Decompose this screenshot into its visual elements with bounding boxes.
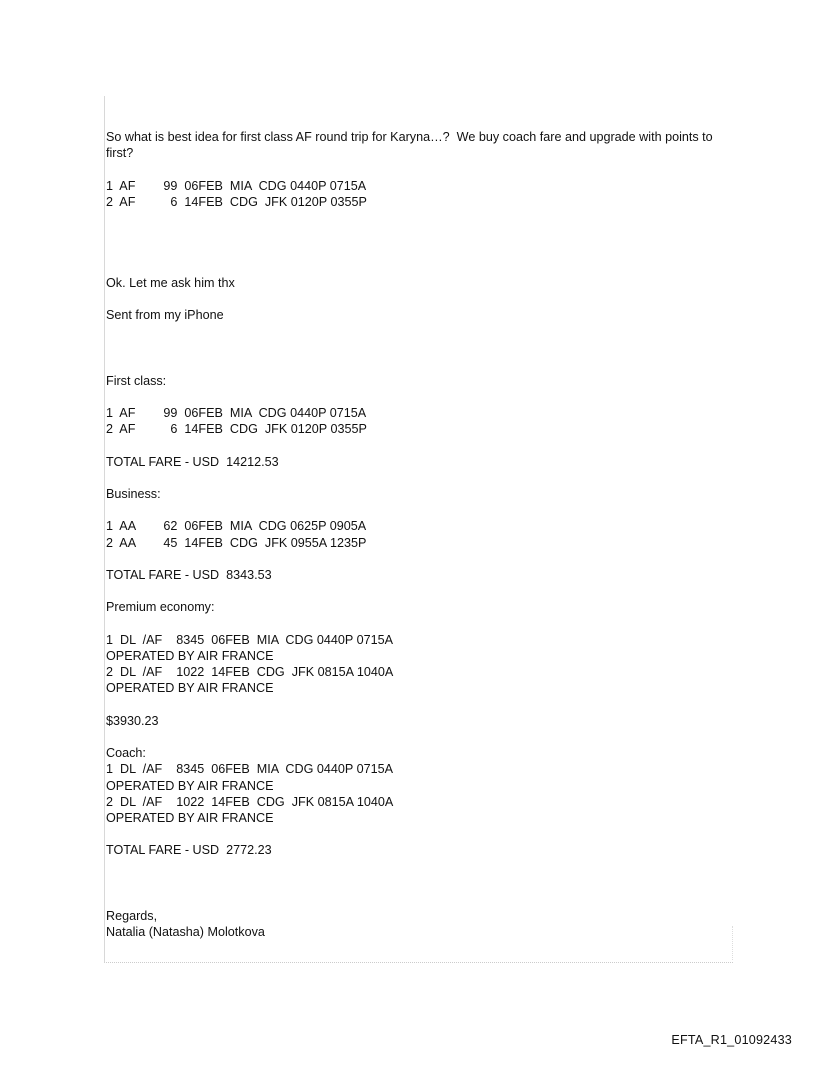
operator-line: OPERATED BY AIR FRANCE	[106, 681, 274, 696]
operator-line: OPERATED BY AIR FRANCE	[106, 648, 274, 663]
flight-line: 2 AF 6 14FEB CDG JFK 0120P 0355P	[106, 194, 367, 209]
flight-line: 1 AF 99 06FEB MIA CDG 0440P 0715A	[106, 405, 367, 420]
coach-itinerary	[106, 761, 736, 826]
sent-from-device: Sent from my iPhone	[106, 308, 224, 323]
premium-economy-heading: Premium economy:	[106, 600, 215, 615]
business-total: TOTAL FARE - USD 8343.53	[106, 567, 272, 582]
first-class-total: TOTAL FARE - USD 14212.53	[106, 454, 279, 469]
premium-economy-itinerary	[106, 632, 736, 697]
flight-line: 2 AF 6 14FEB CDG JFK 0120P 0355P	[106, 422, 367, 437]
operator-line: OPERATED BY AIR FRANCE	[106, 778, 274, 793]
coach-heading: Coach:	[106, 746, 146, 761]
flight-line: 2 DL /AF 1022 14FEB CDG JFK 0815A 1040A	[106, 794, 394, 809]
business-itinerary	[106, 518, 736, 550]
business-heading: Business:	[106, 486, 161, 501]
flight-line: 2 AA 45 14FEB CDG JFK 0955A 1235P	[106, 535, 367, 550]
email-body	[106, 129, 736, 940]
flight-line: 1 DL /AF 8345 06FEB MIA CDG 0440P 0715A	[106, 762, 394, 777]
first-class-itinerary	[106, 405, 736, 437]
question-text: So what is best idea for first class AF round trip for Karyna…? We buy coach fare and upgrade with points to first?	[106, 130, 717, 161]
question-itinerary	[106, 178, 736, 210]
flight-line: 1 DL /AF 8345 06FEB MIA CDG 0440P 0715A	[106, 632, 394, 647]
sender-name: Natalia (Natasha) Molotkova	[106, 924, 265, 939]
closing-text: Regards,	[106, 908, 158, 923]
operator-line: OPERATED BY AIR FRANCE	[106, 810, 274, 825]
first-class-heading: First class:	[106, 373, 167, 388]
document-id: EFTA_R1_01092433	[671, 1033, 792, 1047]
reply-text: Ok. Let me ask him thx	[106, 276, 235, 290]
flight-line: 1 AF 99 06FEB MIA CDG 0440P 0715A	[106, 178, 367, 193]
coach-total: TOTAL FARE - USD 2772.23	[106, 843, 272, 858]
premium-economy-total: $3930.23	[106, 713, 159, 728]
flight-line: 1 AA 62 06FEB MIA CDG 0625P 0905A	[106, 519, 367, 534]
flight-line: 2 DL /AF 1022 14FEB CDG JFK 0815A 1040A	[106, 665, 394, 680]
